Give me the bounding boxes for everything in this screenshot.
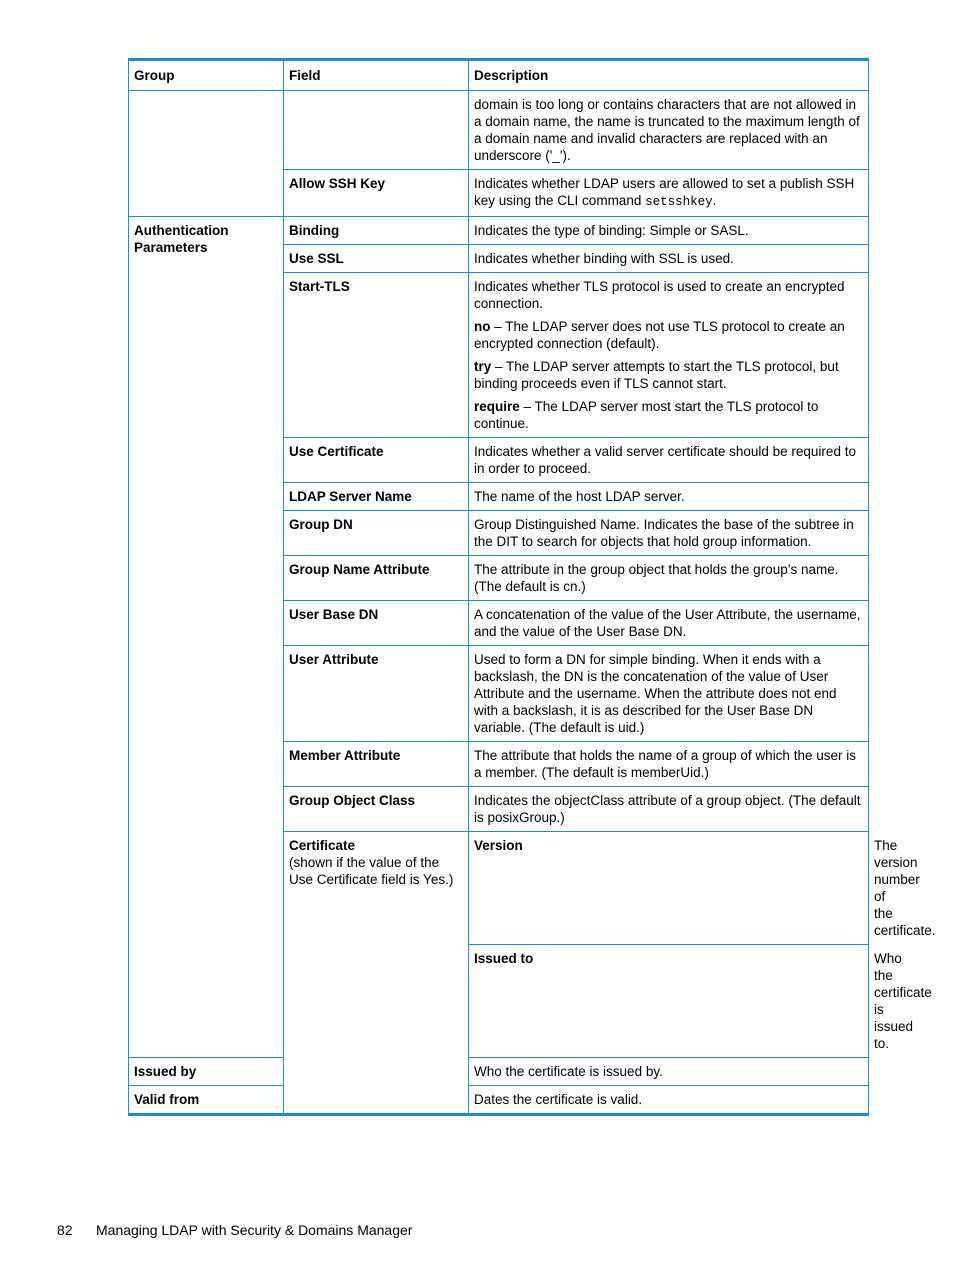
option-text: – The LDAP server most start the TLS protocol to continue. [474,399,819,431]
description-cell [469,273,869,438]
desc-paragraph: Indicates whether TLS protocol is used to create an encrypted connection. [474,279,845,311]
field-cell: Version [469,832,869,945]
desc-text: . [712,193,717,208]
description-cell: The attribute in the group object that holds the group’s name. (The default is cn.) [469,556,869,601]
option-text: – The LDAP server attempts to start the TLS protocol, but binding proceeds even if TLS cannot start. [474,359,839,391]
description-cell [469,170,869,217]
ldap-settings-table [128,58,936,1116]
field-cell: Group Name Attribute [284,556,469,601]
table-row [129,1058,869,1086]
group-note: (shown if the value of the Use Certificate field is Yes.) [289,855,454,887]
group-cell-authentication: Authentication Parameters [129,217,284,1058]
description-cell: The name of the host LDAP server. [469,483,869,511]
field-cell [284,91,469,170]
description-cell: Group Distinguished Name. Indicates the base of the subtree in the DIT to search for objects that hold group information. [469,511,869,556]
description-cell: A concatenation of the value of the User Attribute, the username, and the value of the User Base DN. [469,601,869,646]
page-footer [57,1222,412,1239]
field-cell: Use SSL [284,245,469,273]
desc-option [474,398,863,432]
table-row [129,91,869,170]
field-cell: Member Attribute [284,742,469,787]
field-cell: Allow SSH Key [284,170,469,217]
field-cell: Group DN [284,511,469,556]
desc-option [474,358,863,392]
table-row [129,1086,869,1115]
field-cell: Binding [284,217,469,245]
cli-command: setsshkey [645,195,713,209]
chapter-title: Managing LDAP with Security & Domains Manager [96,1222,413,1238]
description-cell: Dates the certificate is valid. [469,1086,869,1115]
option-key: require [474,399,520,414]
page-number: 82 [57,1222,73,1238]
description-cell: The attribute that holds the name of a group of which the user is a member. (The default is memberUid.) [469,742,869,787]
option-key: no [474,319,491,334]
option-key: try [474,359,492,374]
description-cell: Indicates the objectClass attribute of a group object. (The default is posixGroup.) [469,787,869,832]
table-row [129,217,869,245]
field-cell: Issued to [469,945,869,1058]
header-description: Description [469,60,869,91]
group-title: Certificate [289,838,356,853]
field-cell: LDAP Server Name [284,483,469,511]
field-cell: Issued by [129,1058,284,1086]
field-cell: User Base DN [284,601,469,646]
description-cell: Indicates the type of binding: Simple or SASL. [469,217,869,245]
field-cell: Use Certificate [284,438,469,483]
desc-option [474,318,863,352]
description-cell: Indicates whether binding with SSL is used. [469,245,869,273]
table-header-row [129,60,869,91]
header-field: Field [284,60,469,91]
field-cell: Group Object Class [284,787,469,832]
field-cell: User Attribute [284,646,469,742]
description-cell: Indicates whether a valid server certificate should be required to in order to proceed. [469,438,869,483]
option-text: – The LDAP server does not use TLS protocol to create an encrypted connection (default). [474,319,845,351]
description-cell: Who the certificate is issued by. [469,1058,869,1086]
table-row: Issued to Who the certificate is issued to. [129,945,869,1058]
desc-text: Indicates whether LDAP users are allowed to set a publish SSH key using the CLI command [474,176,855,208]
description-cell: Used to form a DN for simple binding. When it ends with a backslash, the DN is the concatenation of the value of User Attribute and the username. When the attribute does not end with a backslash, it is as described for the User Base DN variable. (The default is uid.) [469,646,869,742]
field-cell: Start-TLS [284,273,469,438]
table-row: Certificate (shown if the value of the Use Certificate field is Yes.) Version The version number of the certificate. [129,832,869,945]
field-cell: Valid from [129,1086,284,1115]
header-group: Group [129,60,284,91]
group-cell-certificate [284,832,469,1115]
group-cell-continued [129,91,284,217]
description-cell: domain is too long or contains characters that are not allowed in a domain name, the name is truncated to the maximum length of a domain name and invalid characters are replaced with an underscore ('_'). [469,91,869,170]
